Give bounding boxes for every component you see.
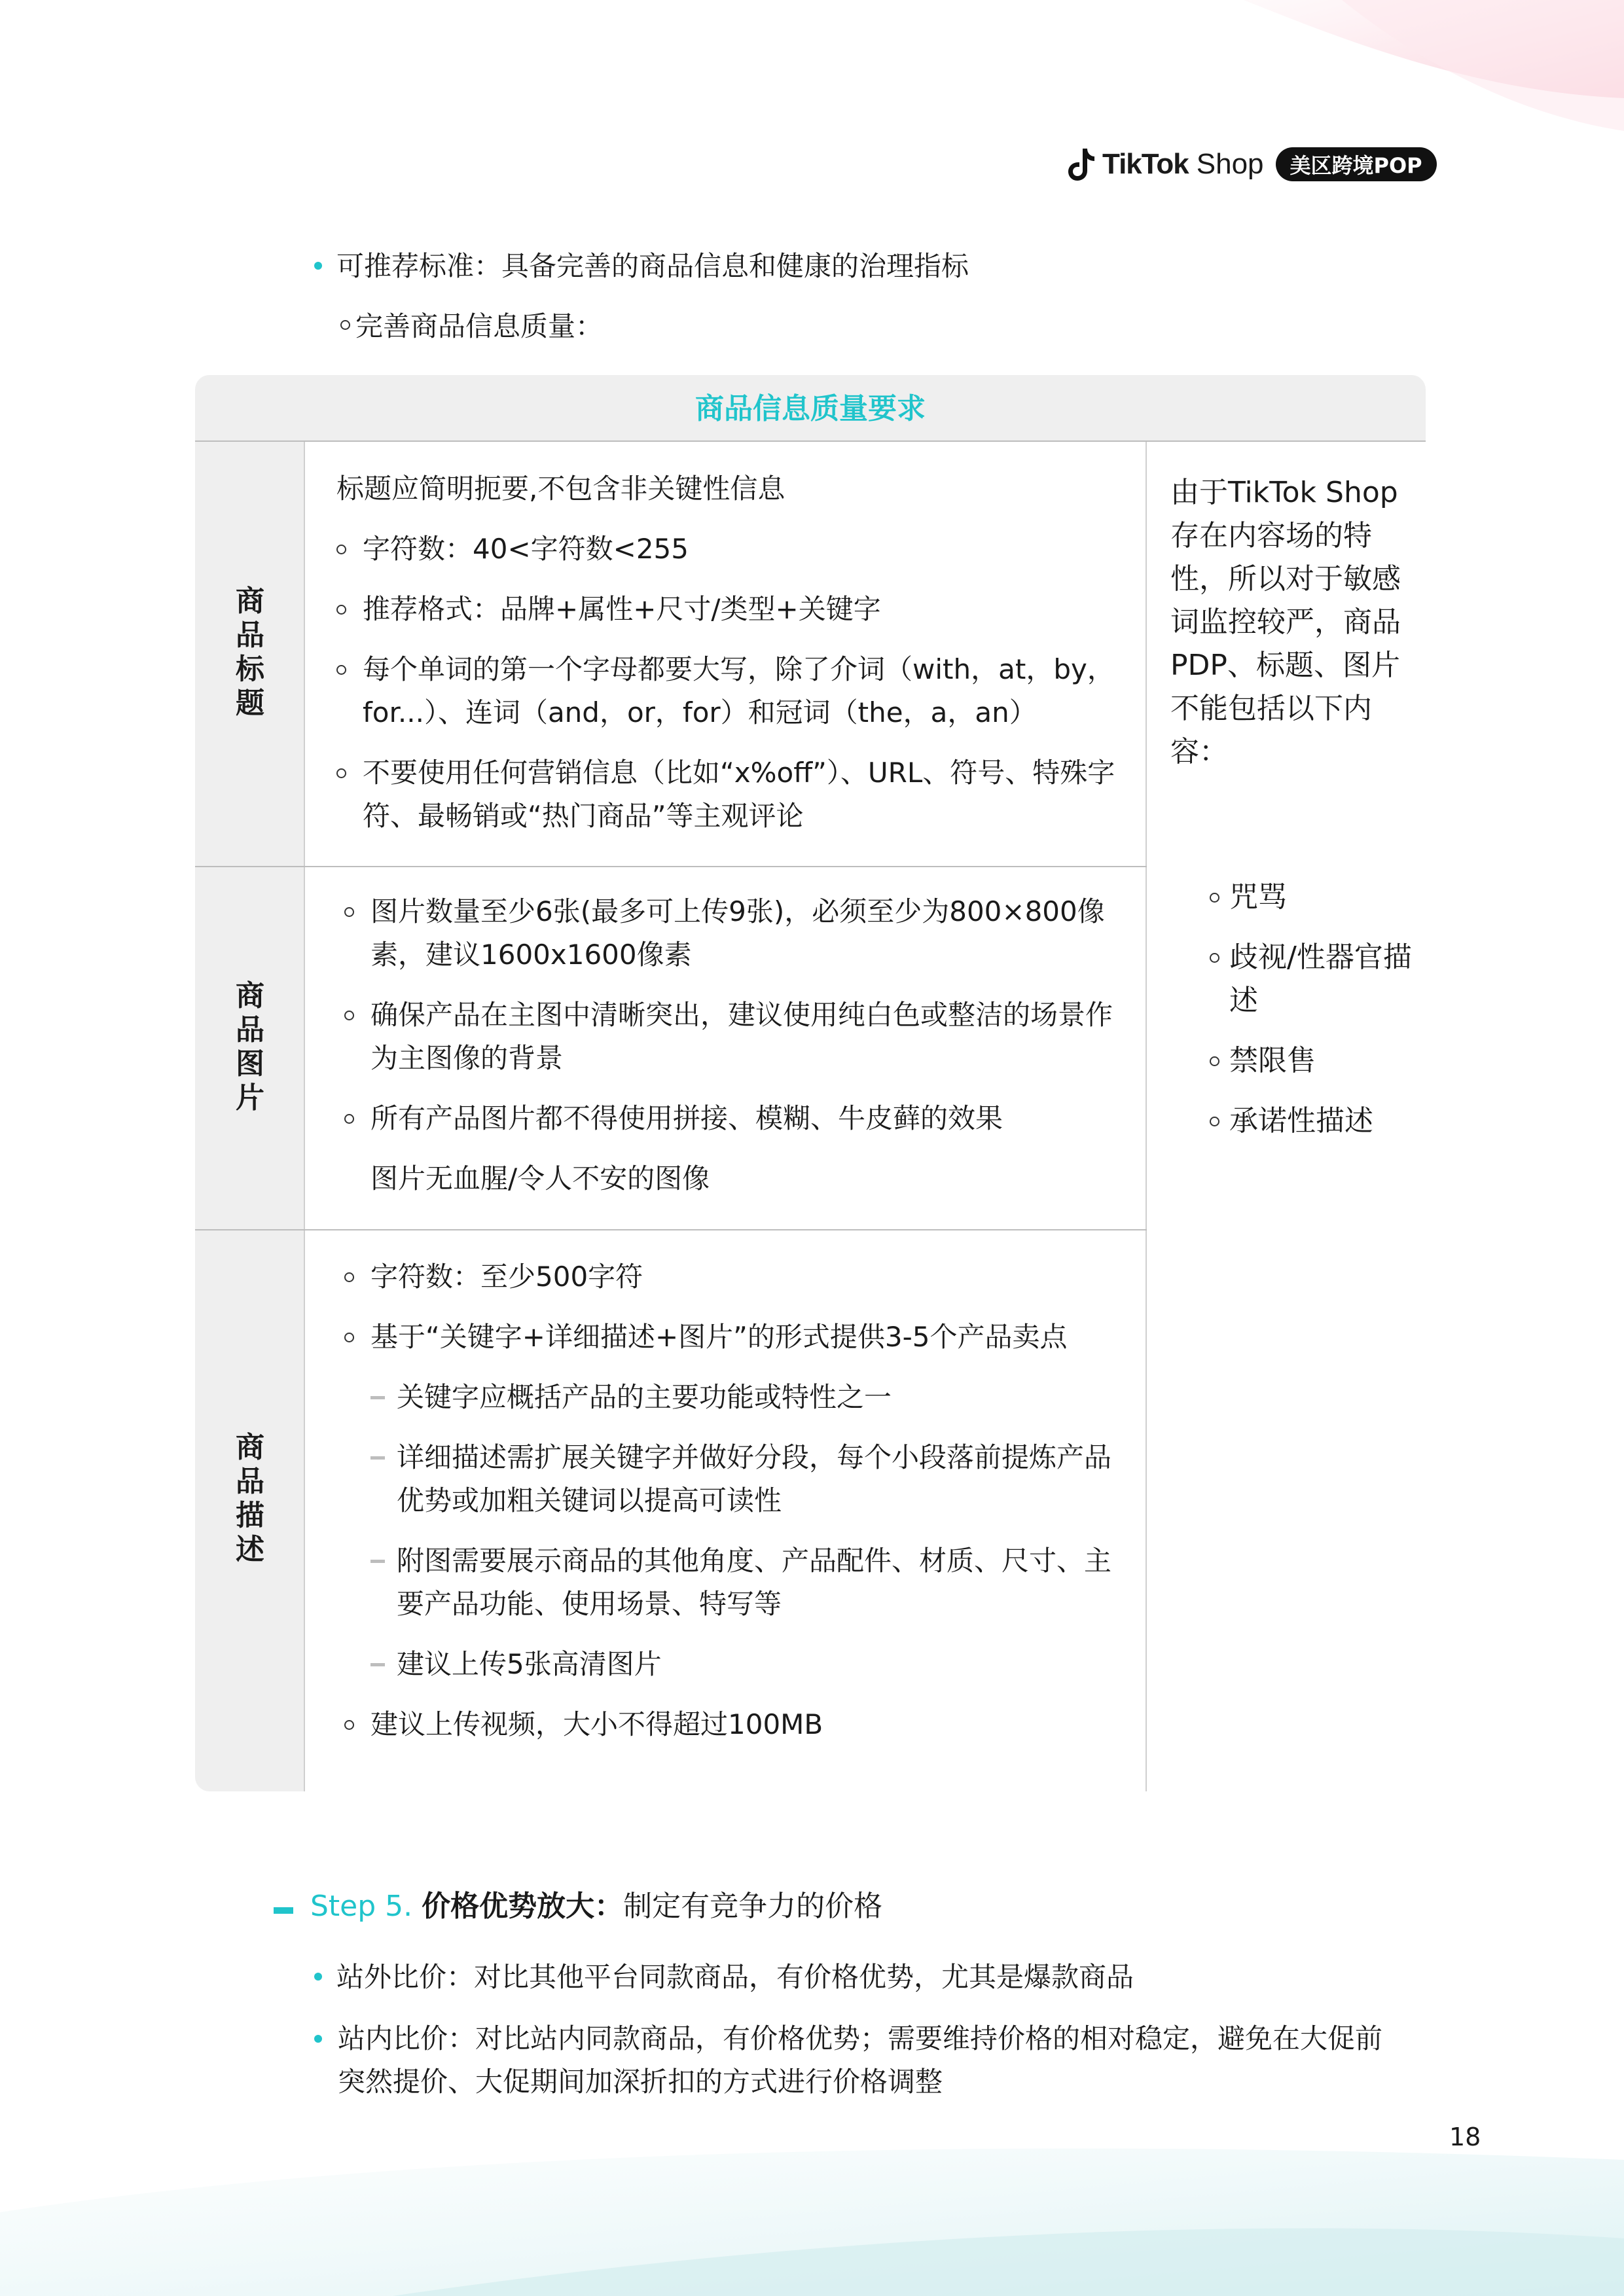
circle-bullet-icon bbox=[1210, 1117, 1219, 1126]
list-item: 推荐格式：品牌+属性+尺寸/类型+关键字 bbox=[336, 588, 1135, 631]
note-divider bbox=[1146, 442, 1147, 1791]
step5-heading bbox=[310, 1885, 882, 1928]
info-quality-subitem: 完善商品信息质量： bbox=[340, 305, 603, 348]
sub-list-item: 附图需要展示商品的其他角度、产品配件、材质、尺寸、主要产品功能、使用场景、特写等 bbox=[344, 1539, 1135, 1626]
recommend-standard-bullet: 可推荐标准：具备完善的商品信息和健康的治理指标 bbox=[314, 245, 969, 288]
circle-bullet-icon bbox=[340, 320, 350, 330]
circle-bullet-icon bbox=[336, 768, 346, 778]
table-title: 商品信息质量要求 bbox=[695, 392, 926, 425]
list-item: 基于“关键字+详细描述+图片”的形式提供3-5个产品卖点 bbox=[344, 1316, 1135, 1359]
dash-bullet-icon bbox=[370, 1560, 385, 1563]
circle-bullet-icon bbox=[336, 665, 346, 675]
list-item: 字符数：至少500字符 bbox=[344, 1255, 1135, 1299]
step-marker-icon bbox=[274, 1907, 293, 1914]
page-number: 18 bbox=[1449, 2123, 1481, 2151]
brand-header bbox=[1067, 143, 1437, 186]
row-divider bbox=[195, 866, 1147, 867]
dash-bullet-icon bbox=[370, 1663, 385, 1666]
sensitive-words-list bbox=[1210, 876, 1419, 1160]
list-item: 每个单词的第一个字母都要大写，除了介词（with，at，by，for...）、连词（and，or，for）和冠词（the，a，an） bbox=[336, 648, 1135, 734]
step-title: 价格优势放大： bbox=[422, 1890, 624, 1923]
dash-bullet-icon bbox=[370, 1396, 385, 1399]
bullet-dot-icon bbox=[314, 2035, 322, 2043]
row-head-title: 商品标题 bbox=[236, 584, 264, 720]
circle-bullet-icon bbox=[344, 1720, 354, 1730]
list-item: 禁限售 bbox=[1210, 1039, 1419, 1083]
list-item: 确保产品在主图中清晰突出，建议使用纯白色或整洁的场景作为主图像的背景 bbox=[344, 994, 1135, 1080]
sub-list-item: 关键字应概括产品的主要功能或特性之一 bbox=[344, 1376, 1135, 1419]
description-requirements bbox=[344, 1255, 1135, 1763]
title-requirements bbox=[336, 467, 1135, 855]
bullet-dot-icon bbox=[314, 1973, 322, 1981]
list-item: 咒骂 bbox=[1210, 876, 1419, 919]
circle-bullet-icon bbox=[336, 605, 346, 615]
title-lead: 标题应简明扼要,不包含非关键性信息 bbox=[336, 473, 785, 505]
list-item: 歧视/性器官描述 bbox=[1210, 936, 1419, 1022]
circle-bullet-icon bbox=[336, 545, 346, 554]
circle-bullet-icon bbox=[344, 907, 354, 917]
step-number: Step 5. bbox=[310, 1890, 413, 1923]
circle-bullet-icon bbox=[344, 1272, 354, 1282]
step-desc: 制定有竞争力的价格 bbox=[623, 1890, 883, 1923]
brand-shop: Shop bbox=[1196, 148, 1264, 180]
circle-bullet-icon bbox=[1210, 953, 1219, 963]
region-badge: 美区跨境POP bbox=[1276, 147, 1437, 181]
row-head-images: 商品图片 bbox=[236, 979, 264, 1115]
circle-bullet-icon bbox=[344, 1333, 354, 1342]
row-head-description: 商品描述 bbox=[236, 1431, 264, 1566]
tiktok-logo-icon bbox=[1067, 146, 1096, 183]
list-item: 图片无血腥/令人不安的图像 bbox=[370, 1162, 710, 1194]
list-item: 承诺性描述 bbox=[1210, 1100, 1419, 1143]
sub-list-item: 详细描述需扩展关键字并做好分段，每个小段落前提炼产品优势或加粗关键词以提高可读性 bbox=[344, 1436, 1135, 1522]
sub-list-item: 建议上传5张高清图片 bbox=[344, 1643, 1135, 1686]
circle-bullet-icon bbox=[344, 1114, 354, 1124]
dash-bullet-icon bbox=[370, 1456, 385, 1460]
price-bullet-internal: 站内比价：对比站内同款商品，有价格优势；需要维持价格的相对稳定，避免在大促前突然提价、大促期间加深折扣的方式进行价格调整 bbox=[314, 2017, 1388, 2104]
list-item: 字符数：40<字符数<255 bbox=[336, 528, 1135, 571]
brand-tiktok: TikTok bbox=[1102, 148, 1189, 180]
price-bullet-external: 站外比价：对比其他平台同款商品，有价格优势，尤其是爆款商品 bbox=[314, 1956, 1134, 1999]
list-item: 图片数量至少6张(最多可上传9张)，必须至少为800×800像素，建议1600x1600像素 bbox=[344, 890, 1135, 977]
circle-bullet-icon bbox=[1210, 893, 1219, 903]
row-divider bbox=[195, 1229, 1147, 1230]
sensitive-words-note: 由于TikTok Shop存在内容场的特性，所以对于敏感词监控较严，商品PDP、标题、图片不能包括以下内容： bbox=[1170, 476, 1401, 768]
bullet-dot-icon bbox=[314, 262, 322, 270]
list-item: 建议上传视频，大小不得超过100MB bbox=[344, 1703, 1135, 1746]
image-requirements bbox=[344, 890, 1135, 1217]
list-item: 不要使用任何营销信息（比如“x%off”）、URL、符号、特殊字符、最畅销或“热门商品”等主观评论 bbox=[336, 751, 1135, 838]
circle-bullet-icon bbox=[344, 1011, 354, 1020]
circle-bullet-icon bbox=[1210, 1056, 1219, 1066]
list-item: 所有产品图片都不得使用拼接、模糊、牛皮藓的效果 bbox=[344, 1097, 1135, 1140]
